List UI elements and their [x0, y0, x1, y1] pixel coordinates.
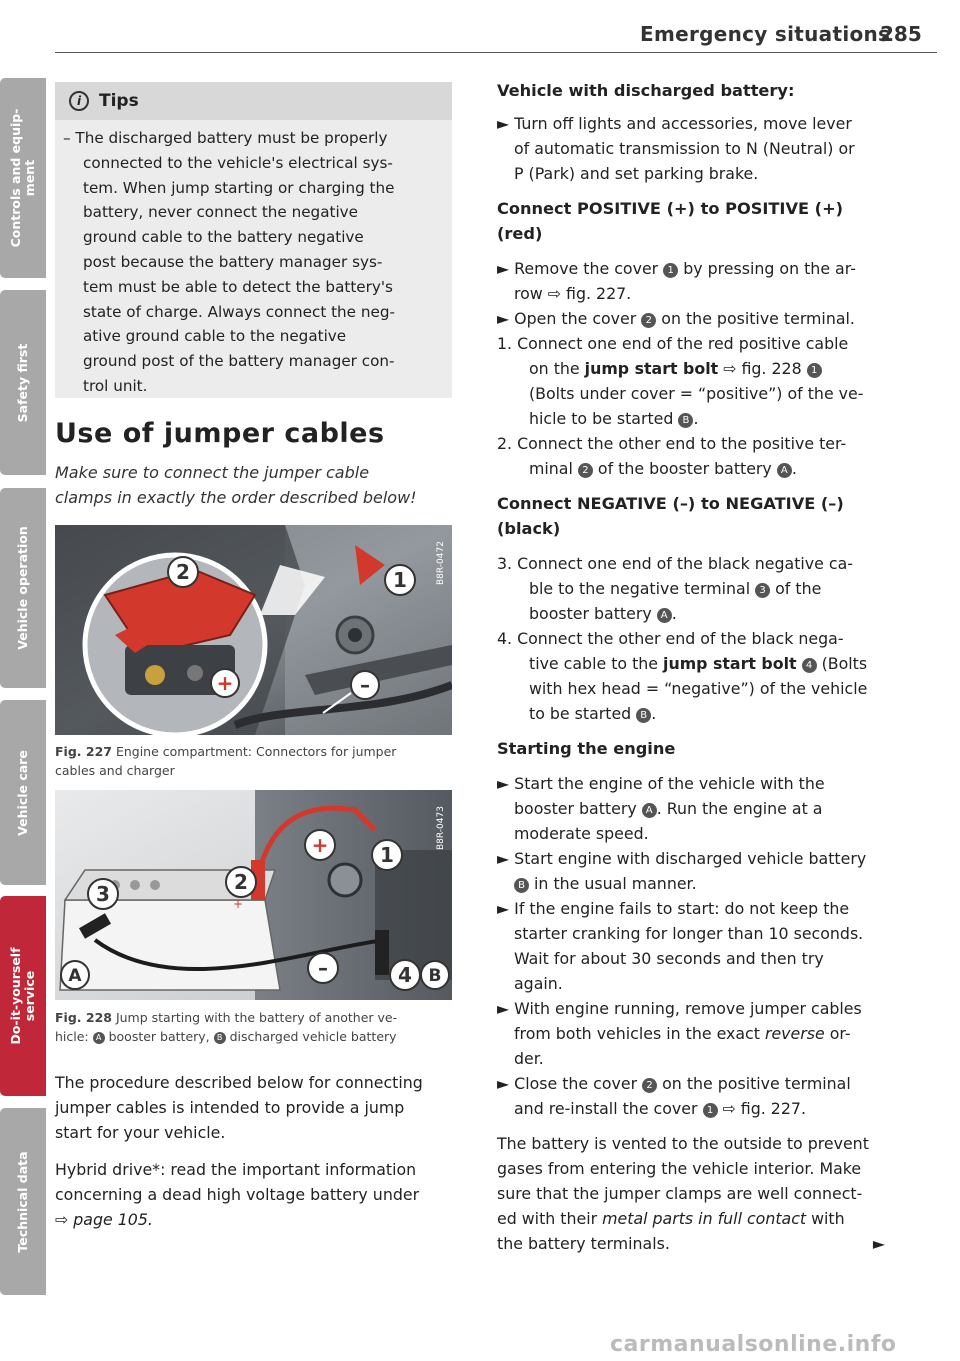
step-line: ► With engine running, remove jumper cables: [497, 999, 862, 1018]
step-text: hicle to be started: [529, 409, 679, 428]
step-line: 2. Connect the other end to the positive ter-: [497, 434, 847, 453]
tips-line: battery, never connect the negative: [83, 203, 359, 222]
info-icon: i: [69, 91, 89, 111]
intro-paragraph: [55, 1070, 455, 1145]
heading-discharged: Vehicle with discharged battery:: [497, 81, 795, 100]
mark-A: A: [777, 463, 792, 478]
mark-2: 2: [641, 313, 656, 328]
mark-4: 4: [802, 658, 817, 673]
tips-line: state of charge. Always connect the neg-: [83, 302, 395, 321]
step-line: starter cranking for longer than 10 seconds.: [514, 924, 864, 943]
tips-line: ground cable to the battery negative: [83, 228, 364, 247]
step-line: ► Start engine with discharged vehicle battery: [497, 849, 867, 868]
caption-text: hicle:: [55, 1029, 93, 1044]
mark-B: B: [678, 413, 693, 428]
figure-227-caption: [55, 742, 452, 780]
heading-positive: (red): [497, 224, 543, 243]
italic-term: metal parts in full contact: [602, 1209, 807, 1228]
para-line: jumper cables is intended to provide a jump: [55, 1098, 405, 1117]
step-line: ► Turn off lights and accessories, move lever: [497, 114, 852, 133]
tips-line: post because the battery manager sys-: [83, 252, 383, 271]
step-text: (Bolts: [816, 654, 868, 673]
tab-care[interactable]: [0, 700, 46, 885]
caption-text: Engine compartment: Connectors for jumper: [115, 744, 397, 759]
mark-1: 1: [703, 1103, 718, 1118]
mark-B: B: [214, 1032, 226, 1044]
mark-1: 1: [663, 263, 678, 278]
para-line: The battery is vented to the outside to prevent: [497, 1134, 869, 1153]
svg-text:+: +: [233, 897, 244, 911]
jump-start-illustration: [55, 790, 452, 1000]
tab-safety[interactable]: [0, 290, 46, 475]
tab-label: Do-it-yourself service: [8, 947, 37, 1045]
subtitle-line: Make sure to connect the jumper cable: [55, 463, 370, 482]
page-link[interactable]: ⇨ page 105.: [55, 1210, 153, 1229]
minus-label: –: [318, 956, 328, 980]
step-line: moderate speed.: [514, 824, 649, 843]
section-title: Use of jumper cables: [55, 418, 385, 449]
mark-3: 3: [755, 583, 770, 598]
figure-228-caption: [55, 1008, 452, 1046]
step-line: ► Start the engine of the vehicle with the: [497, 774, 825, 793]
step-text: on the positive terminal: [657, 1074, 851, 1093]
tab-label: Safety first: [15, 343, 30, 422]
figure-227: [55, 525, 452, 735]
mark-2: 2: [578, 463, 593, 478]
step-text: booster battery: [514, 799, 642, 818]
tab-operation[interactable]: [0, 488, 46, 688]
figure-228: [55, 790, 452, 1000]
figure-code: B8R-0472: [436, 541, 446, 585]
para-line: sure that the jumper clamps are well connect-: [497, 1184, 863, 1203]
figure-label: Fig. 227: [55, 744, 112, 759]
step-text: ble to the negative terminal: [529, 579, 756, 598]
caption-text: cables and charger: [55, 763, 175, 778]
tab-technical[interactable]: [0, 1108, 46, 1295]
tab-label: Technical data: [15, 1150, 30, 1253]
watermark: carmanualsonline.info: [610, 1332, 897, 1357]
step-text: by pressing on the ar-: [678, 259, 856, 278]
caption-text: discharged vehicle battery: [225, 1029, 397, 1044]
callout-B: B: [428, 966, 442, 986]
caption-text: booster battery,: [104, 1029, 214, 1044]
para-line: start for your vehicle.: [55, 1123, 226, 1142]
page-number: 285: [880, 22, 922, 46]
callout-1: 1: [393, 568, 407, 592]
heading-positive: Connect POSITIVE (+) to POSITIVE (+): [497, 199, 844, 218]
tips-text: [55, 120, 452, 399]
step-text: on the positive terminal.: [656, 309, 855, 328]
mark-A: A: [642, 803, 657, 818]
tips-line: ative ground cable to the negative: [83, 327, 347, 346]
tips-header: [55, 82, 452, 120]
heading-starting: Starting the engine: [497, 739, 676, 758]
tab-label: Vehicle operation: [15, 526, 30, 650]
fig-link[interactable]: row ⇨ fig. 227.: [514, 284, 632, 303]
step-line: ► If the engine fails to start: do not keep the: [497, 899, 850, 918]
tab-label: Controls and equip- ment: [8, 108, 37, 248]
step-line: again.: [514, 974, 563, 993]
step-text: . Run the engine at a: [656, 799, 823, 818]
step-text: in the usual manner.: [529, 874, 697, 893]
callout-2: 2: [176, 560, 190, 584]
tips-line: connected to the vehicle's electrical sys-: [83, 153, 393, 172]
para-line: gases from entering the vehicle interior. Make: [497, 1159, 862, 1178]
continue-arrow-icon: ►: [872, 1234, 885, 1253]
step-text: tive cable to the: [529, 654, 664, 673]
section-subtitle: [55, 460, 417, 510]
callout-1: 1: [380, 843, 394, 867]
tips-box: [55, 82, 452, 398]
plus-label: +: [216, 671, 234, 695]
figure-label: Fig. 228: [55, 1010, 112, 1025]
step-text: booster battery: [529, 604, 657, 623]
callout-3: 3: [96, 882, 110, 906]
step-text: from both vehicles in the exact: [514, 1024, 765, 1043]
step-text: ► Remove the cover: [497, 259, 664, 278]
para-line: concerning a dead high voltage battery under: [55, 1185, 420, 1204]
step-text: to be started: [529, 704, 637, 723]
step-line: (Bolts under cover = “positive”) of the ve-: [529, 384, 864, 403]
heading-negative: (black): [497, 519, 561, 538]
step-text: of the booster battery: [592, 459, 777, 478]
tab-controls[interactable]: [0, 78, 46, 278]
step-line: 1. Connect one end of the red positive cable: [497, 334, 849, 353]
mark-A: A: [93, 1032, 105, 1044]
fig-link[interactable]: ⇨ fig. 228: [718, 359, 807, 378]
step-text: or-: [824, 1024, 851, 1043]
para-text: the battery terminals.: [497, 1234, 670, 1253]
step-text: and re-install the cover: [514, 1099, 703, 1118]
tips-title: Tips: [99, 91, 139, 111]
para-line: The procedure described below for connecting: [55, 1073, 423, 1092]
tips-line: ground post of the battery manager con-: [83, 352, 395, 371]
mark-2: 2: [642, 1078, 657, 1093]
tips-line: tem. When jump starting or charging the: [83, 178, 395, 197]
step-line: der.: [514, 1049, 544, 1068]
mark-1: 1: [807, 363, 822, 378]
mark-B: B: [636, 708, 651, 723]
callout-2: 2: [234, 870, 248, 894]
tab-diy-service[interactable]: [0, 896, 46, 1096]
right-column: Vehicle with discharged battery: ► Turn off lights and accessories, move lever of automatic transmission to N (Neutral) or P (Park) and set parking brake. Connect POSITIVE (+) to POSITIVE (+) (red) ► Remove the cover 1 by pressing on the ar- row ⇨ fig. 227. ► Open the cover 2 on the positive terminal. 1. Connect one end of the red positive cable on the jump start bolt ⇨ fig. 228 1 (Bolts under cover = “positive”) of the ve- hicle to be started B . 2. Connect the other end to the positive ter- minal 2 of the booster battery A . Connect NEGATIVE (–) to NEGATIVE (–) (black) 3. Connect one end of the black negative ca- ble to the negative terminal 3 of the booster battery A . 4. Connect the other end of the black nega- tive cable to the jump start bolt 4 (Bolts with hex head = “negative”) of the vehicle to be started B . Starting the engine ► Start the engine of the vehicle with the booster battery A . Run the engine at a moderate speed. ► Start engine with discharged vehicle battery B in the usual manner. ► If the engine fails to start: do not keep the starter cranking for longer than 10 seconds. Wait for about 30 seconds and then try again. ► With engine running, remove jumper cables from both vehicles in the exact reverse or- der. ► Close the cover 2 on the positive terminal and re-install the cover 1 ⇨ fig. 227. The battery is vented to the outside to prevent gases from entering the vehicle interior. Make sure that the jumper clamps are well connect- ed with their metal parts in full contact with the battery terminals. ►: [497, 78, 877, 1256]
fig-link[interactable]: ⇨ fig. 227.: [717, 1099, 806, 1118]
header-divider: [55, 52, 937, 53]
plus-label: +: [311, 833, 329, 857]
step-line: 3. Connect one end of the black negative ca-: [497, 554, 853, 573]
step-text: minal: [529, 459, 578, 478]
para-text: with: [806, 1209, 845, 1228]
tips-line: tem must be able to detect the battery's: [83, 277, 393, 296]
para-text: ed with their: [497, 1209, 603, 1228]
hybrid-paragraph: [55, 1157, 455, 1232]
step-text: of the: [770, 579, 822, 598]
header-title: Emergency situations: [640, 22, 891, 46]
callout-4: 4: [398, 963, 412, 987]
step-line: with hex head = “negative”) of the vehicle: [529, 679, 868, 698]
step-text: on the: [529, 359, 585, 378]
bold-term: jump start bolt: [584, 359, 719, 378]
italic-term: reverse: [764, 1024, 825, 1043]
mark-B: B: [514, 878, 529, 893]
step-line: Wait for about 30 seconds and then try: [514, 949, 824, 968]
minus-label: –: [360, 673, 370, 697]
step-line: P (Park) and set parking brake.: [514, 164, 759, 183]
engine-compartment-illustration: [55, 525, 452, 735]
step-text: ► Open the cover: [497, 309, 642, 328]
tips-line: trol unit.: [83, 376, 148, 395]
tips-line: – The discharged battery must be properly: [63, 129, 388, 147]
para-line: Hybrid drive*: read the important information: [55, 1160, 417, 1179]
step-line: 4. Connect the other end of the black nega-: [497, 629, 844, 648]
figure-code: B8R-0473: [436, 806, 446, 850]
caption-text: Jump starting with the battery of another ve-: [115, 1010, 398, 1025]
tab-label: Vehicle care: [15, 749, 30, 836]
callout-A: A: [68, 966, 82, 986]
step-line: of automatic transmission to N (Neutral) or: [514, 139, 855, 158]
mark-A: A: [657, 608, 672, 623]
bold-term: jump start bolt: [663, 654, 797, 673]
heading-negative: Connect NEGATIVE (–) to NEGATIVE (–): [497, 494, 844, 513]
step-text: ► Close the cover: [497, 1074, 643, 1093]
subtitle-line: clamps in exactly the order described below!: [55, 488, 417, 507]
